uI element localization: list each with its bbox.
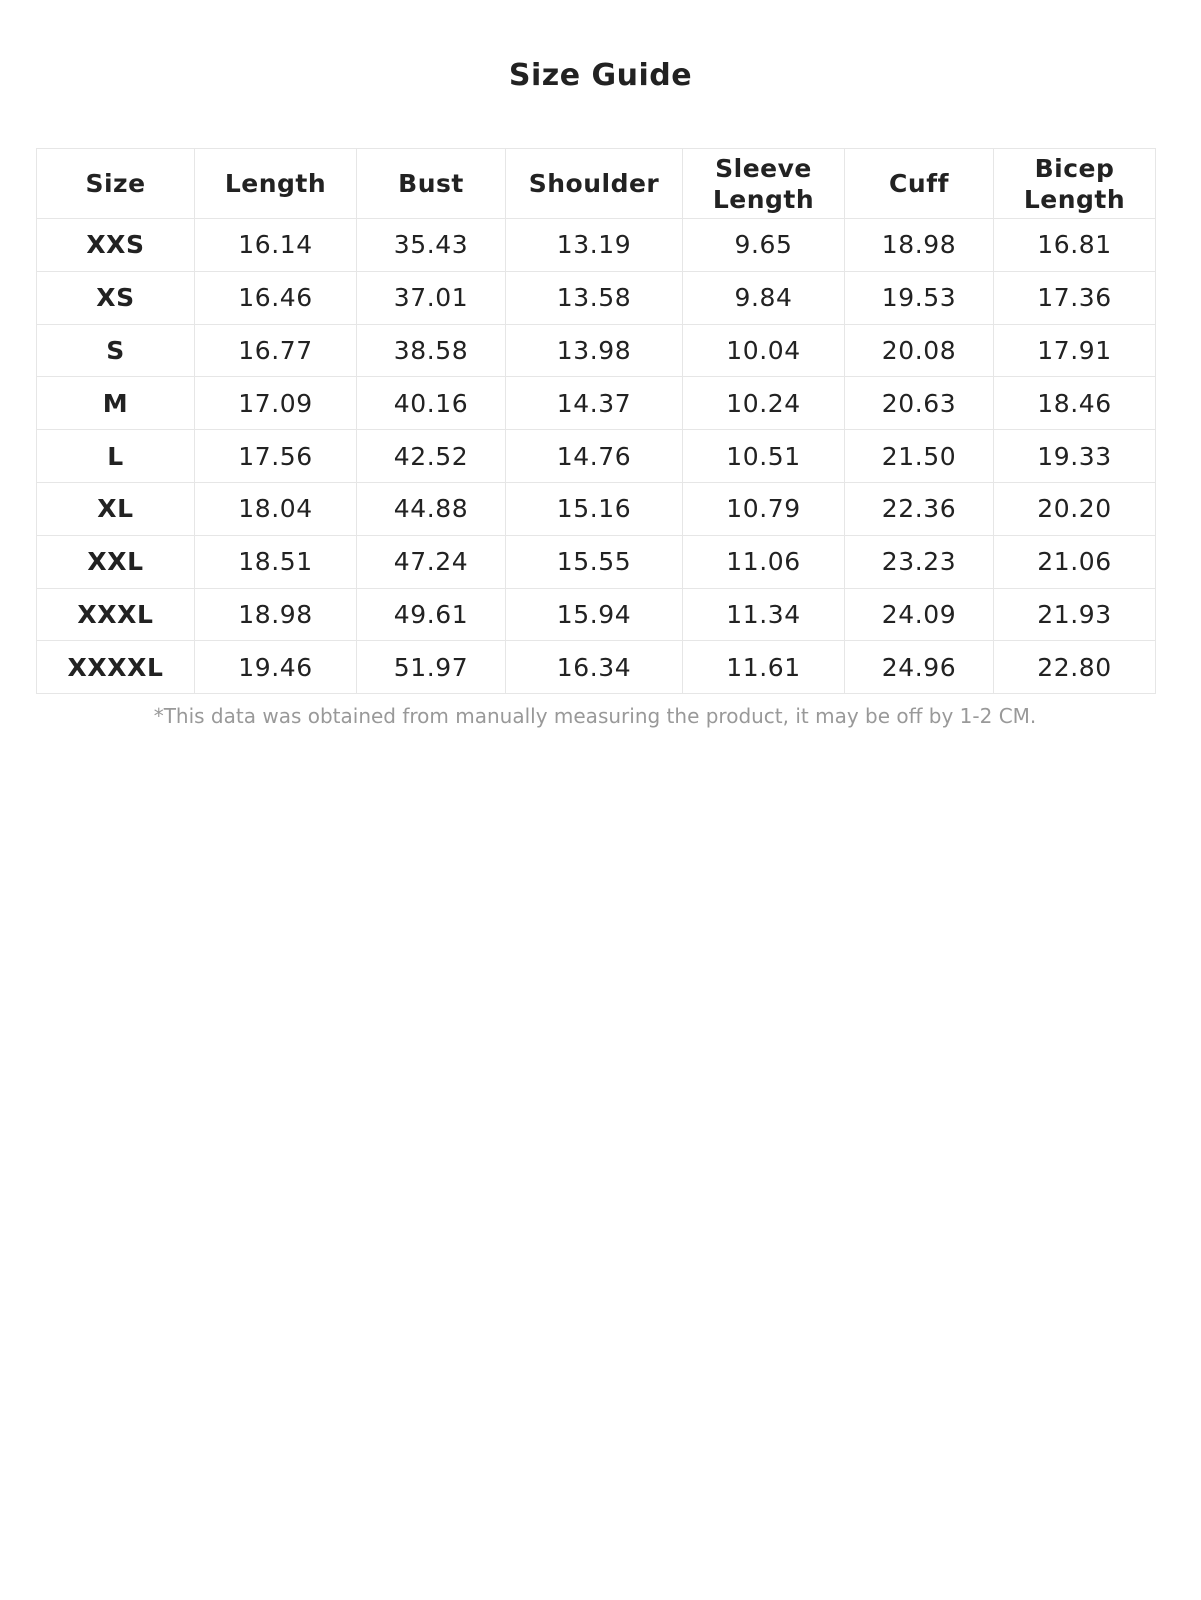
measurement-cell: 44.88 (357, 482, 506, 535)
measurement-cell: 15.16 (506, 482, 683, 535)
column-header: Cuff (845, 149, 994, 219)
size-cell: S (37, 324, 195, 377)
measurement-cell: 17.91 (994, 324, 1156, 377)
measurement-cell: 19.53 (845, 271, 994, 324)
measurement-cell: 10.24 (683, 377, 845, 430)
measurement-cell: 18.98 (195, 588, 357, 641)
measurement-cell: 11.34 (683, 588, 845, 641)
measurement-cell: 11.61 (683, 641, 845, 694)
measurement-cell: 18.98 (845, 219, 994, 272)
measurement-cell: 21.50 (845, 430, 994, 483)
measurement-cell: 16.77 (195, 324, 357, 377)
column-header: Shoulder (506, 149, 683, 219)
measurement-cell: 21.06 (994, 535, 1156, 588)
size-cell: XL (37, 482, 195, 535)
measurement-cell: 13.98 (506, 324, 683, 377)
measurement-cell: 20.20 (994, 482, 1156, 535)
table-row (37, 219, 1156, 272)
measurement-cell: 16.14 (195, 219, 357, 272)
measurement-cell: 21.93 (994, 588, 1156, 641)
table-body (37, 219, 1156, 694)
size-cell: L (37, 430, 195, 483)
measurement-cell: 40.16 (357, 377, 506, 430)
measurement-cell: 14.76 (506, 430, 683, 483)
measurement-cell: 18.51 (195, 535, 357, 588)
measurement-cell: 10.51 (683, 430, 845, 483)
measurement-cell: 15.55 (506, 535, 683, 588)
measurement-cell: 42.52 (357, 430, 506, 483)
table-row (37, 324, 1156, 377)
measurement-cell: 51.97 (357, 641, 506, 694)
measurement-cell: 22.80 (994, 641, 1156, 694)
measurement-cell: 9.84 (683, 271, 845, 324)
measurement-cell: 20.08 (845, 324, 994, 377)
measurement-cell: 14.37 (506, 377, 683, 430)
measurement-cell: 16.81 (994, 219, 1156, 272)
table-row (37, 271, 1156, 324)
table-row (37, 588, 1156, 641)
table-row (37, 377, 1156, 430)
measurement-cell: 17.36 (994, 271, 1156, 324)
size-table (36, 148, 1156, 694)
size-cell: XXS (37, 219, 195, 272)
measurement-cell: 35.43 (357, 219, 506, 272)
measurement-cell: 18.04 (195, 482, 357, 535)
measurement-cell: 16.34 (506, 641, 683, 694)
measurement-cell: 24.96 (845, 641, 994, 694)
column-header: Sleeve Length (683, 149, 845, 219)
measurement-cell: 13.58 (506, 271, 683, 324)
size-cell: M (37, 377, 195, 430)
measurement-cell: 11.06 (683, 535, 845, 588)
measurement-cell: 19.46 (195, 641, 357, 694)
size-cell: XXXXL (37, 641, 195, 694)
size-cell: XXXL (37, 588, 195, 641)
measurement-cell: 9.65 (683, 219, 845, 272)
measurement-cell: 18.46 (994, 377, 1156, 430)
measurement-note: *This data was obtained from manually measuring the product, it may be off by 1-2 CM. (153, 704, 1037, 728)
measurement-cell: 10.04 (683, 324, 845, 377)
measurement-cell: 22.36 (845, 482, 994, 535)
measurement-cell: 10.79 (683, 482, 845, 535)
measurement-cell: 24.09 (845, 588, 994, 641)
size-cell: XS (37, 271, 195, 324)
measurement-cell: 15.94 (506, 588, 683, 641)
header-row (37, 149, 1156, 219)
measurement-cell: 20.63 (845, 377, 994, 430)
measurement-cell: 37.01 (357, 271, 506, 324)
table-row (37, 482, 1156, 535)
column-header: Bust (357, 149, 506, 219)
measurement-cell: 13.19 (506, 219, 683, 272)
measurement-cell: 17.56 (195, 430, 357, 483)
table-row (37, 641, 1156, 694)
measurement-cell: 16.46 (195, 271, 357, 324)
measurement-cell: 47.24 (357, 535, 506, 588)
table-row (37, 430, 1156, 483)
measurement-cell: 19.33 (994, 430, 1156, 483)
measurement-cell: 17.09 (195, 377, 357, 430)
column-header: Bicep Length (994, 149, 1156, 219)
column-header: Length (195, 149, 357, 219)
page-title: Size Guide (508, 58, 693, 93)
measurement-cell: 23.23 (845, 535, 994, 588)
measurement-cell: 49.61 (357, 588, 506, 641)
table-row (37, 535, 1156, 588)
size-cell: XXL (37, 535, 195, 588)
column-header: Size (37, 149, 195, 219)
measurement-cell: 38.58 (357, 324, 506, 377)
